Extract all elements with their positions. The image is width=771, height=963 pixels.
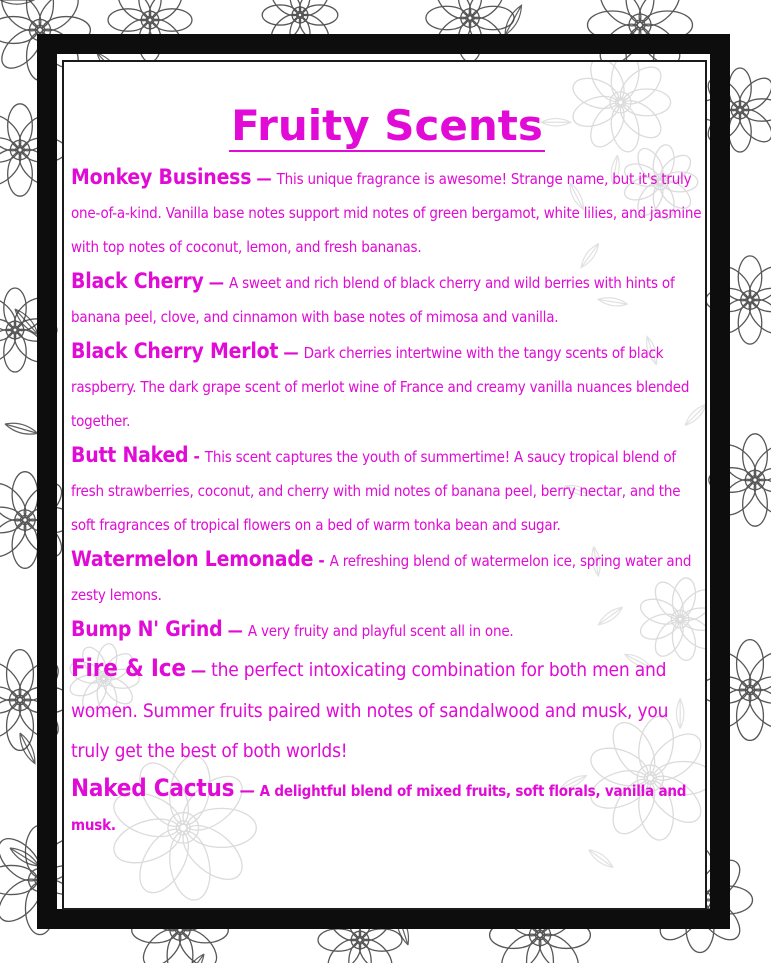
scent-entry [71,612,703,648]
scent-separator: — [222,621,248,641]
page-title-text: Fruity Scents [231,101,543,150]
scent-name: Bump N' Grind [71,617,223,641]
scent-entry [71,334,703,438]
leaf-drawing [589,850,613,868]
scent-separator: — [234,781,260,801]
scent-name: Fire & Ice [71,654,186,682]
scent-name: Butt Naked [71,443,189,467]
scent-entry [71,648,703,771]
scent-entry [71,264,703,334]
scent-entry [71,542,703,612]
scent-description: A sweet and rich blend of black cherry and wild berries with hints of banana peel, clove, and cinnamon with base notes of mimosa and vanilla. [71,274,675,326]
panel-content [71,94,703,842]
scent-description: the perfect intoxicating combination for both men and women. Summer fruits paired with notes of sandalwood and musk, you truly get the best of both worlds! [71,659,669,762]
scent-description: A delightful blend of mixed fruits, soft florals, vanilla and musk. [71,782,687,834]
scent-description: Dark cherries intertwine with the tangy scents of black raspberry. The dark grape scent of merlot wine of France and creamy vanilla nuances blended together. [71,344,690,430]
scent-separator: — [251,169,277,189]
scent-description: This unique fragrance is awesome! Strange name, but it's truly one-of-a-kind. Vanilla base notes support mid notes of green bergamot, white lilies, and jasmine with top notes of coconut, lemon, and fresh bananas. [71,170,702,256]
scent-separator: - [188,447,205,467]
scent-separator: — [185,661,212,681]
page-title [71,94,703,158]
scent-name: Naked Cactus [71,774,235,802]
leaf-drawing [20,733,35,764]
scent-name: Black Cherry [71,269,204,293]
scent-separator: — [278,343,304,363]
scent-entry [71,771,703,842]
scent-description: This scent captures the youth of summertime! A saucy tropical blend of fresh strawberries, coconut, and cherry with mid notes of banana peel, berry nectar, and the soft fragrances of tropical flowers on a bed of warm tonka bean and sugar. [71,448,681,534]
scent-name: Black Cherry Merlot [71,339,279,363]
scent-entry [71,160,703,264]
scent-entry [71,438,703,542]
scent-separator: — [203,273,229,293]
leaf-drawing [5,423,38,434]
menu-panel [62,60,707,910]
scent-description: A very fruity and playful scent all in one. [247,622,514,640]
scent-description: A refreshing blend of watermelon ice, spring water and zesty lemons. [71,552,692,604]
scent-name: Watermelon Lemonade [71,547,314,571]
leaf-drawing [10,848,39,866]
scent-name: Monkey Business [71,165,252,189]
scent-separator: - [313,551,330,571]
